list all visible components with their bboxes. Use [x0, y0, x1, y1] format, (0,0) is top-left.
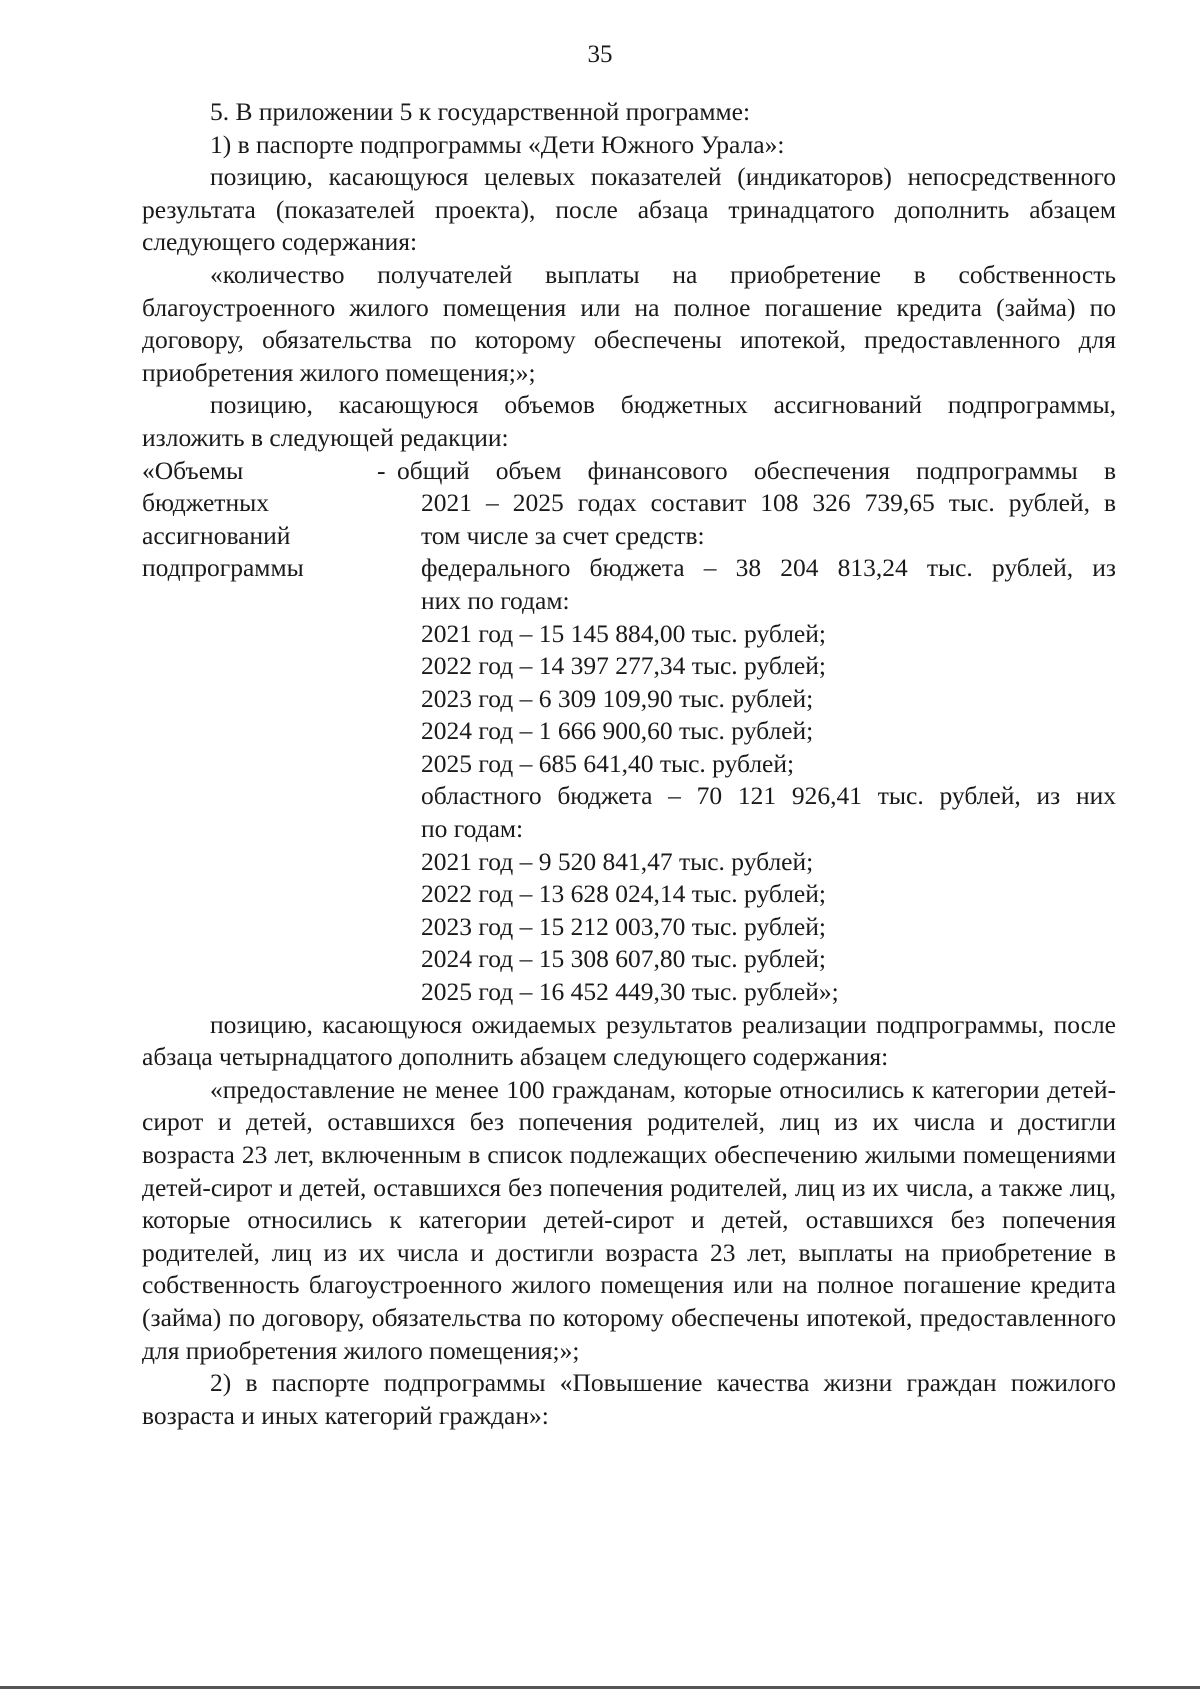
- budget-label-line: ассигнований: [142, 520, 291, 550]
- paragraph-quoted-result: «предоставление не менее 100 гражданам, которые относились к категории детей-сирот и детей, оставшихся без попечения родителей, лиц из их числа и достигли возраста 23 лет, включенным в список подлежащих обеспечению жилыми помещениями детей-сирот и детей, оставшихся без попечения родителей, лиц из их числа, а также лиц, которые относились к категории детей-сирот и детей, оставшихся без попечения родителей, лиц из их числа и достигли возраста 23 лет, выплаты на приобретение в собственность благоустроенного жилого помещения или на полное погашение кредита (займа) по договору, обязательства по которому обеспечены ипотекой, предоставленного для приобретения жилого помещения;»;: [142, 1074, 1116, 1365]
- regional-budget-line: по годам:: [421, 814, 524, 844]
- paragraph-subitem-2: 2) в паспорте подпрограммы «Повышение качества жизни граждан пожилого возраста и иных категорий граждан»:: [142, 1368, 1116, 1430]
- regional-year-line: 2023 год – 15 212 003,70 тыс. рублей;: [421, 911, 826, 941]
- federal-year-line: 2025 год – 685 641,40 тыс. рублей;: [421, 748, 795, 778]
- paragraph-item-5: 5. В приложении 5 к государственной программе:: [210, 97, 751, 126]
- federal-budget-line: федерального бюджета – 38 204 813,24 тыс. рублей, из: [421, 553, 1116, 583]
- budget-block-body: [377, 455, 1116, 1009]
- regional-year-line: 2025 год – 16 452 449,30 тыс. рублей»;: [421, 977, 839, 1007]
- budget-label-line: подпрограммы: [142, 553, 304, 583]
- federal-year-line: 2024 год – 1 666 900,60 тыс. рублей;: [421, 716, 814, 746]
- paragraph-results-position: позицию, касающуюся ожидаемых результатов реализации подпрограммы, после абзаца четырнадцатого дополнить абзацем следующего содержания:: [142, 1009, 1116, 1072]
- budget-dash: -: [377, 455, 386, 485]
- federal-budget-line: них по годам:: [421, 585, 570, 615]
- federal-year-line: 2021 год – 15 145 884,00 тыс. рублей;: [421, 618, 826, 648]
- federal-year-line: 2022 год – 14 397 277,34 тыс. рублей;: [421, 651, 826, 681]
- paragraph-budget-position: позицию, касающуюся объемов бюджетных ассигнований подпрограммы, изложить в следующей редакции:: [142, 390, 1116, 452]
- document-body: [142, 96, 1116, 1432]
- page-number: 35: [587, 41, 613, 68]
- regional-budget-line: областного бюджета – 70 121 926,41 тыс. рублей, из них: [421, 781, 1116, 811]
- paragraph-quoted-indicator: «количество получателей выплаты на приобретение в собственность благоустроенного жилого помещения или на полное погашение кредита (займа) по договору, обязательства по которому обеспечены ипотекой, предоставленного для приобретения жилого помещения;»;: [142, 259, 1116, 387]
- budget-allocation-block: [142, 455, 1116, 1009]
- budget-block-label: [142, 455, 397, 1009]
- budget-total-line: том числе за счет средств:: [421, 520, 705, 550]
- federal-year-line: 2023 год – 6 309 109,90 тыс. рублей;: [421, 683, 814, 713]
- budget-label-line: «Объемы: [142, 455, 244, 485]
- budget-total-line: общий объем финансового обеспечения подпрограммы в: [397, 455, 1116, 485]
- paragraph-indicators-position: позицию, касающуюся целевых показателей (индикаторов) непосредственного результата (показателей проекта), после абзаца тринадцатого дополнить абзацем следующего содержания:: [142, 162, 1116, 257]
- regional-year-line: 2021 год – 9 520 841,47 тыс. рублей;: [421, 846, 814, 876]
- paragraph-subitem-1: 1) в паспорте подпрограммы «Дети Южного Урала»:: [210, 129, 785, 159]
- budget-label-line: бюджетных: [142, 488, 269, 518]
- regional-year-line: 2024 год – 15 308 607,80 тыс. рублей;: [421, 944, 826, 974]
- scan-bottom-edge: [0, 1686, 1200, 1689]
- budget-total-line: 2021 – 2025 годах составит 108 326 739,65 тыс. рублей, в: [421, 488, 1116, 518]
- regional-year-line: 2022 год – 13 628 024,14 тыс. рублей;: [421, 879, 826, 909]
